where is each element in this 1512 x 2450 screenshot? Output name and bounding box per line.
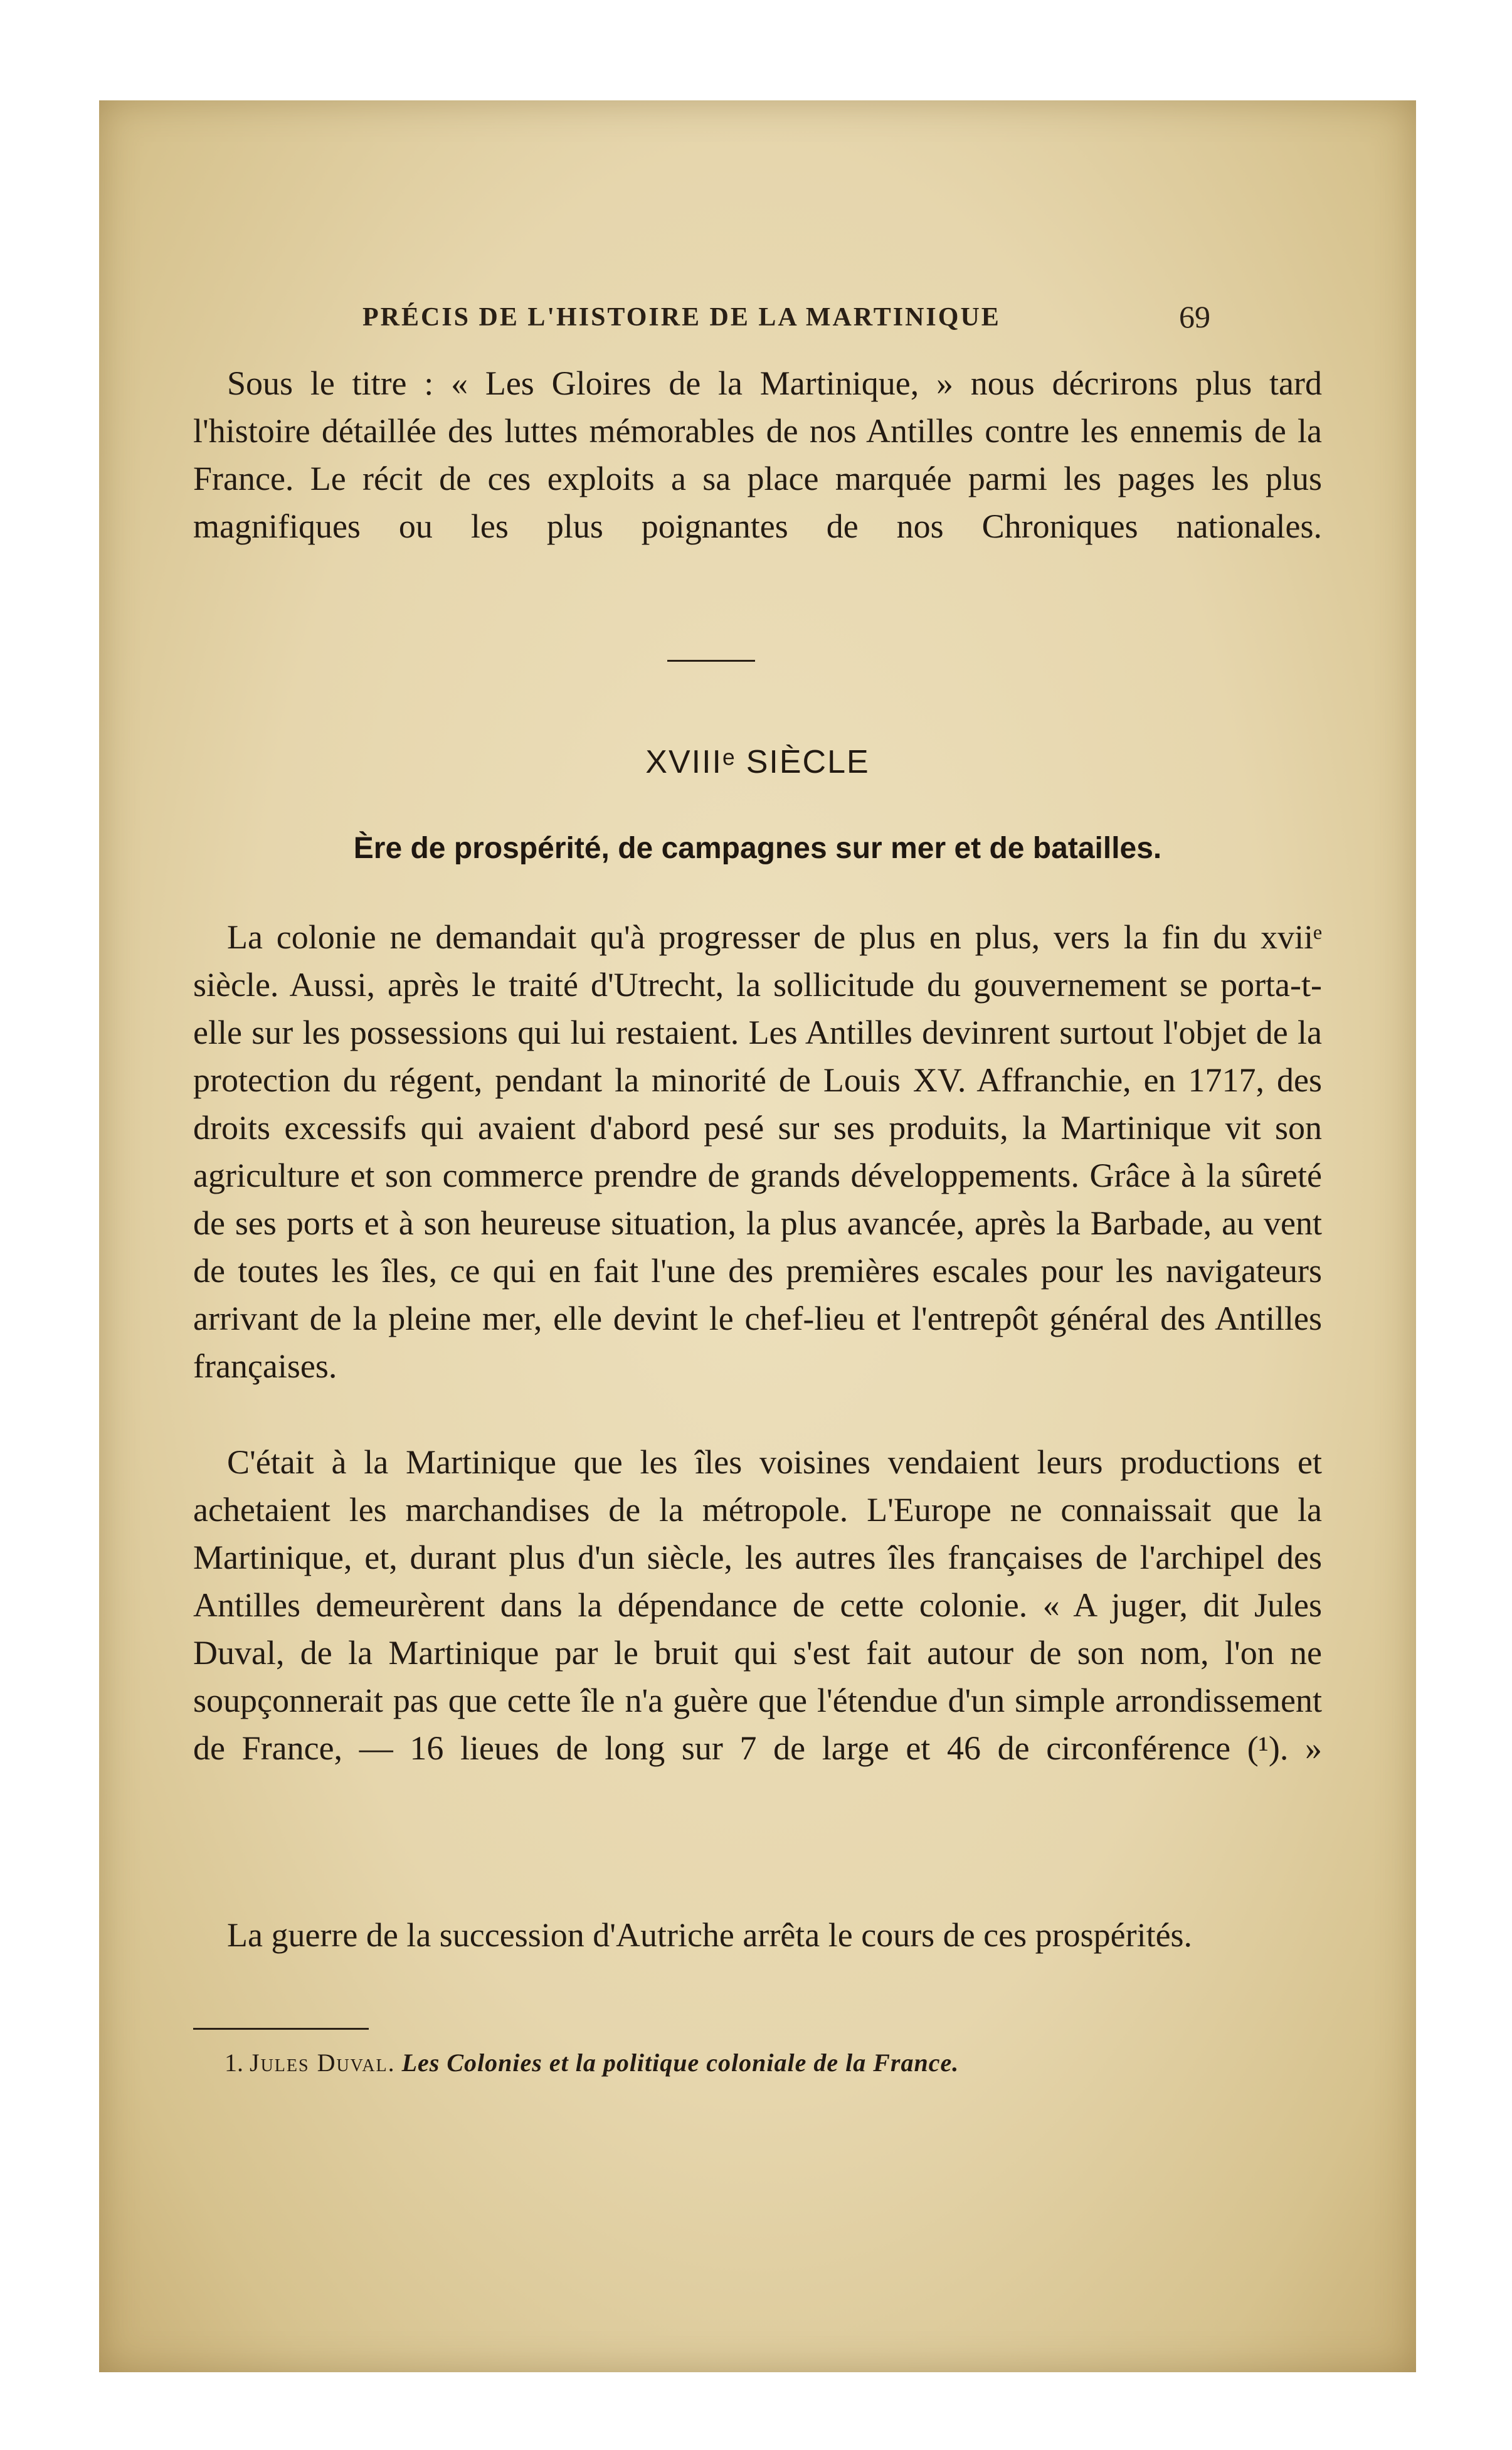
footnote-rule — [193, 2028, 369, 2030]
paragraph-succession-war: La guerre de la succession d'Autriche arrêta le cours de ces prospérités. — [227, 1916, 1193, 1954]
footnote-number: 1. — [225, 2049, 243, 2077]
paragraph-martinique-trade: C'était à la Martinique que les îles voisines vendaient leurs productions et achetaient les marchandises de la métropole. L'Europe ne connaissait que la Martinique, et, durant plus d'un siècle, les autres îles françaises de l'archipel des Antilles demeurèrent dans la dépendance de cette colonie. « A juger, dit Jules Duval, de la Martinique par le bruit qui s'est fait autour de son nom, l'on ne soupçonnerait pas que cette île n'a guère que l'étendue d'un simple arrondissement de France, — 16 lieues de long sur 7 de large et 46 de circonférence (¹). » — [193, 1443, 1322, 1767]
footnote — [225, 2048, 959, 2077]
running-title: PRÉCIS DE L'HISTOIRE DE LA MARTINIQUE — [362, 303, 1001, 332]
section-subtitle: Ère de prospérité, de campagnes sur mer et de batailles. — [353, 832, 1162, 865]
section-century-heading: XVIIIᵉ SIÈCLE — [645, 744, 870, 780]
footnote-title: Les Colonies et la politique coloniale de la France. — [401, 2049, 960, 2077]
paragraph-colony-prosperity: La colonie ne demandait qu'à progresser de plus en plus, vers la fin du xviiᵉ siècle. Aussi, après le traité d'Utrecht, la sollicitude du gouvernement se porta-t-elle sur les possessions qui lui restaient. Les Antilles devinrent surtout l'objet de la protection du régent, pendant la minorité de Louis XV. Affranchie, en 1717, des droits excessifs qui avaient d'abord pesé sur ses produits, la Martinique vit son agriculture et son commerce prendre de grands développements. Grâce à la sûreté de ses ports et à son heureuse situation, la plus avancée, après la Barbade, au vent de toutes les îles, ce qui en fait l'une des premières escales pour les navigateurs arrivant de la pleine mer, elle devint le chef-lieu et l'entrepôt général des Antilles françaises. — [193, 918, 1322, 1385]
section-separator — [667, 660, 755, 662]
book-page — [99, 100, 1416, 2372]
intro-paragraph: Sous le titre : « Les Gloires de la Martinique, » nous décrirons plus tard l'histoire détaillée des luttes mémorables de nos Antilles contre les ennemis de la France. Le récit de ces exploits a sa place marquée parmi les pages les plus magnifiques ou les plus poignantes de nos Chroniques nationales. — [193, 364, 1322, 545]
footnote-author: Jules Duval. — [250, 2049, 396, 2077]
page-number: 69 — [1179, 299, 1210, 334]
